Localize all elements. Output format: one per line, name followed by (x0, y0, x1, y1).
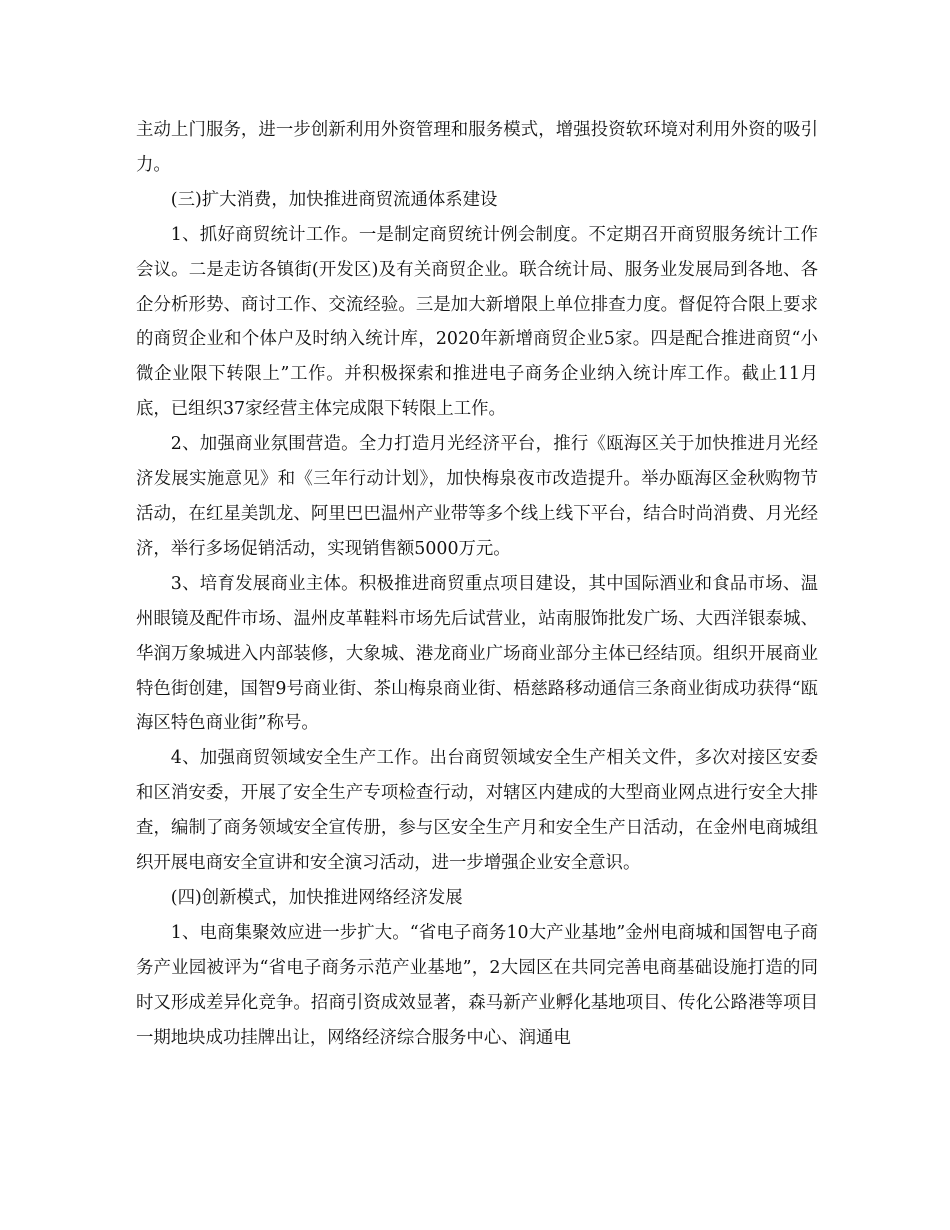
section-heading-3: (三)扩大消费，加快推进商贸流通体系建设 (170, 189, 498, 210)
paragraph-continuation: 主动上门服务，进一步创新利用外资管理和服务模式，增强投资软环境对利用外资的吸引力。 (136, 120, 818, 175)
section-heading-4: (四)创新模式，加快推进网络经济发展 (170, 887, 463, 908)
paragraph-atmosphere: 2、加强商业氛围营造。全力打造月光经济平台，推行《瓯海区关于加快推进月光经济发展实施意见》和《三年行动计划》，加快梅泉夜市改造提升。举办瓯海区金秋购物节活动，在红星美凯龙、阿里巴巴温州产业带等多个线上线下平台，结合时尚消费、月光经济，举行多场促销活动，实现销售额5000万元。 (136, 434, 818, 559)
paragraph-safety: 4、加强商贸领域安全生产工作。出台商贸领域安全生产相关文件，多次对接区安委和区消安委，开展了安全生产专项检查行动，对辖区内建成的大型商业网点进行安全大排查，编制了商务领域安全宣传册，参与区安全生产月和安全生产日活动，在金州电商城组织开展电商安全宣讲和安全演习活动，进一步增强企业安全意识。 (136, 748, 818, 874)
document-body (136, 113, 818, 1055)
paragraph-statistics: 1、抓好商贸统计工作。一是制定商贸统计例会制度。不定期召开商贸服务统计工作会议。二是走访各镇街(开发区)及有关商贸企业。联合统计局、服务业发展局到各地、各企分析形势、商讨工作、交流经验。三是加大新增限上单位排查力度。督促符合限上要求的商贸企业和个体户及时纳入统计库，2020年新增商贸企业5家。四是配合推进商贸“小微企业限下转限上”工作。并积极探索和推进电子商务企业纳入统计库工作。截止11月底，已组织37家经营主体完成限下转限上工作。 (136, 224, 818, 420)
paragraph-business-entities: 3、培育发展商业主体。积极推进商贸重点项目建设，其中国际酒业和食品市场、温州眼镜及配件市场、温州皮革鞋料市场先后试营业，站南服饰批发广场、大西洋银泰城、华润万象城进入内部装修，大象城、港龙商业广场商业部分主体已经结顶。组织开展商业特色街创建，国智9号商业街、茶山梅泉商业街、梧慈路移动通信三条商业街成功获得“瓯海区特色商业街”称号。 (136, 573, 818, 734)
paragraph-ecommerce: 1、电商集聚效应进一步扩大。“省电子商务10大产业基地”金州电商城和国智电子商务产业园被评为“省电子商务示范产业基地”，2大园区在共同完善电商基础设施打造的同时又形成差异化竞争。招商引资成效显著，森马新产业孵化基地项目、传化公路港等项目一期地块成功挂牌出让，网络经济综合服务中心、润通电 (136, 922, 818, 1048)
